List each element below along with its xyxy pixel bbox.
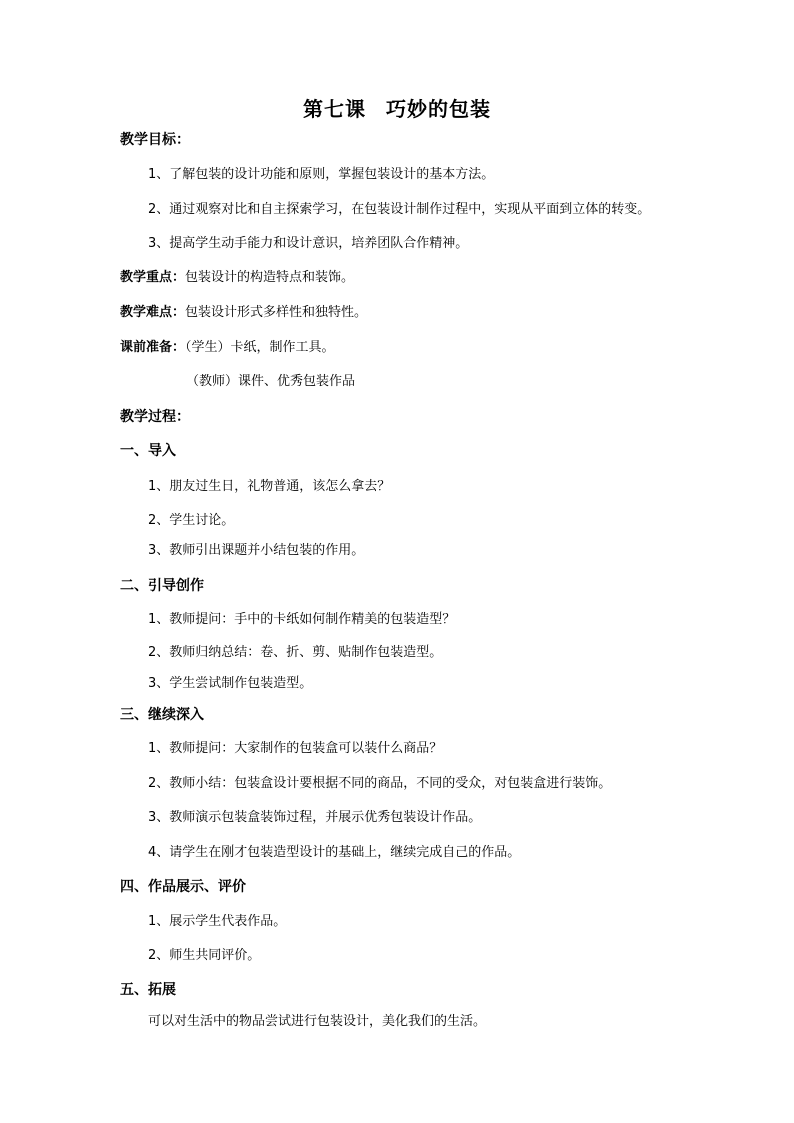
preparation-student: （学生）卡纸，制作工具。 (185, 340, 335, 355)
difficulty-label: 教学难点： (120, 305, 186, 320)
section-heading: 四、作品展示、评价 (120, 879, 246, 895)
list-item: 1、展示学生代表作品。 (148, 914, 287, 929)
list-item: 1、朋友过生日，礼物普通，该怎么拿去？ (148, 479, 391, 494)
objective-item: 3、提高学生动手能力和设计意识，培养团队合作精神。 (148, 236, 469, 251)
preparation (120, 339, 335, 357)
key-point-text: 包装设计的构造特点和装饰。 (185, 270, 355, 285)
objective-item: 1、了解包装的设计功能和原则，掌握包装设计的基本方法。 (148, 167, 495, 182)
list-item: 3、教师演示包装盒装饰过程，并展示优秀包装设计作品。 (148, 810, 482, 825)
difficulty-text: 包装设计形式多样性和独特性。 (185, 305, 368, 320)
lesson-name: 巧妙的包装 (386, 97, 491, 121)
preparation-teacher: （教师）课件、优秀包装作品 (186, 374, 356, 389)
list-item: 1、教师提问：手中的卡纸如何制作精美的包装造型？ (148, 612, 456, 627)
list-item: 2、师生共同评价。 (148, 948, 261, 963)
section-heading: 一、导入 (120, 443, 176, 459)
section-heading: 三、继续深入 (120, 707, 204, 723)
section-heading: 二、引导创作 (120, 578, 204, 594)
difficulty (120, 304, 367, 322)
key-point (120, 269, 354, 287)
list-item: 2、教师小结：包装盒设计要根据不同的商品，不同的受众，对包装盒进行装饰。 (148, 776, 612, 791)
page-title (0, 93, 794, 122)
list-item: 2、学生讨论。 (148, 513, 235, 528)
list-item: 2、教师归纳总结：卷、折、剪、贴制作包装造型。 (148, 645, 443, 660)
process-heading: 教学过程： (120, 409, 190, 425)
list-item: 1、教师提问：大家制作的包装盒可以装什么商品？ (148, 741, 443, 756)
objectives-heading: 教学目标： (120, 132, 190, 148)
list-item: 4、请学生在刚才包装造型设计的基础上，继续完成自己的作品。 (148, 845, 521, 860)
section-heading: 五、拓展 (120, 982, 176, 998)
lesson-number: 第七课 (303, 97, 366, 121)
list-item: 3、学生尝试制作包装造型。 (148, 676, 313, 691)
preparation-label: 课前准备： (120, 340, 186, 355)
objective-item: 2、通过观察对比和自主探索学习，在包装设计制作过程中，实现从平面到立体的转变。 (148, 202, 651, 217)
list-item: 3、教师引出课题并小结包装的作用。 (148, 543, 365, 558)
key-point-label: 教学重点： (120, 270, 186, 285)
list-item: 可以对生活中的物品尝试进行包装设计，美化我们的生活。 (148, 1014, 487, 1029)
